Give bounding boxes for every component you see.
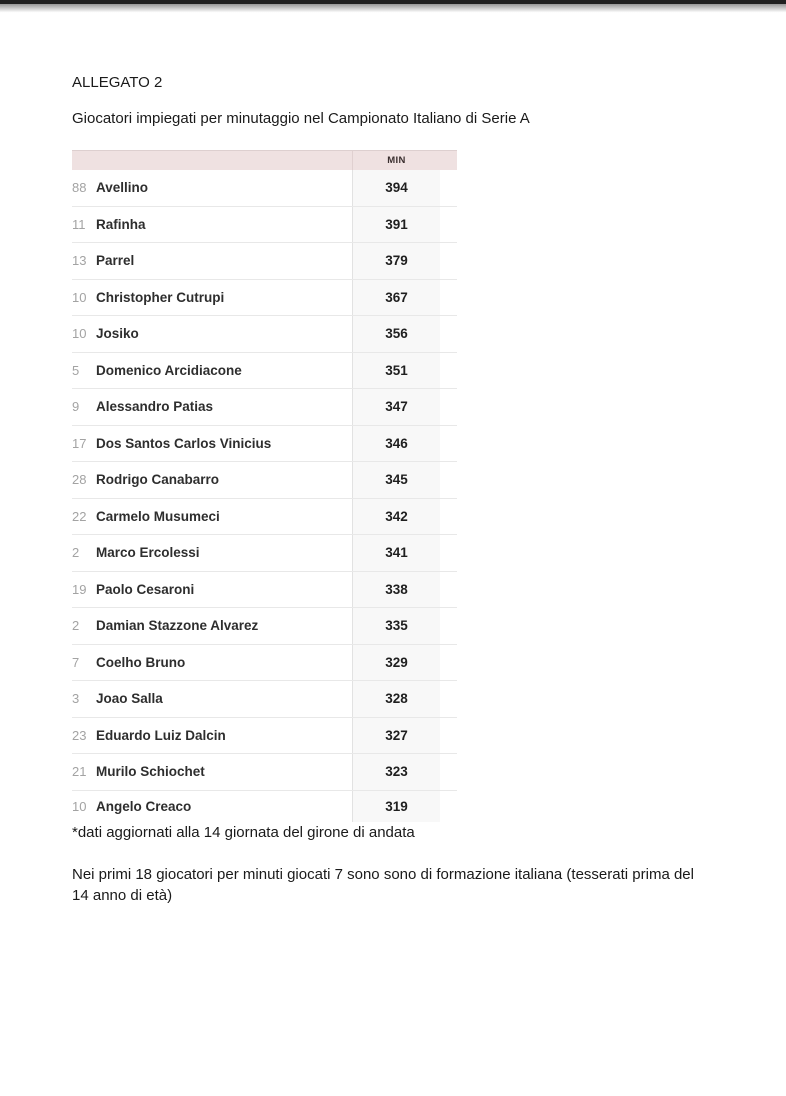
row-spacer (440, 170, 457, 206)
player-minutes: 356 (352, 316, 440, 352)
player-minutes: 347 (352, 389, 440, 425)
table-row (72, 280, 457, 317)
table-row (72, 389, 457, 426)
player-minutes: 338 (352, 572, 440, 608)
table-row (72, 462, 457, 499)
player-name: Paolo Cesaroni (96, 581, 195, 597)
row-spacer (440, 353, 457, 389)
row-spacer (440, 754, 457, 790)
row-spacer (440, 243, 457, 279)
player-column-header (72, 151, 352, 170)
player-cell (72, 791, 352, 822)
row-spacer (440, 645, 457, 681)
player-name: Coelho Bruno (96, 654, 186, 670)
footnote: *dati aggiornati alla 14 giornata del girone di andata (72, 823, 415, 841)
table-body (72, 170, 457, 822)
player-cell (72, 499, 352, 535)
player-cell (72, 170, 352, 206)
document-body (0, 75, 786, 906)
row-spacer (440, 608, 457, 644)
row-spacer (440, 280, 457, 316)
table-row (72, 499, 457, 536)
player-number: 88 (72, 180, 87, 196)
table-row (72, 645, 457, 682)
row-spacer (440, 791, 457, 822)
table-row (72, 681, 457, 718)
table-row (72, 718, 457, 755)
player-minutes: 346 (352, 426, 440, 462)
header-spacer (440, 151, 457, 170)
player-name: Joao Salla (96, 691, 163, 707)
player-name: Dos Santos Carlos Vinicius (96, 435, 272, 451)
player-number: 10 (72, 798, 87, 814)
player-minutes: 323 (352, 754, 440, 790)
player-number: 9 (72, 399, 80, 415)
row-spacer (440, 316, 457, 352)
player-name: Rodrigo Canabarro (96, 472, 220, 488)
table-row (72, 791, 457, 822)
player-cell (72, 316, 352, 352)
player-cell (72, 462, 352, 498)
player-cell (72, 389, 352, 425)
row-spacer (440, 462, 457, 498)
player-number: 22 (72, 508, 87, 524)
player-cell (72, 754, 352, 790)
table-row (72, 207, 457, 244)
player-cell (72, 572, 352, 608)
table-row (72, 353, 457, 390)
player-minutes: 342 (352, 499, 440, 535)
player-minutes: 345 (352, 462, 440, 498)
document-subtitle: Giocatori impiegati per minutaggio nel Campionato Italiano di Serie A (72, 110, 530, 127)
player-name: Alessandro Patias (96, 399, 214, 415)
player-minutes: 394 (352, 170, 440, 206)
table-row (72, 316, 457, 353)
table-row (72, 535, 457, 572)
player-name: Rafinha (96, 216, 146, 232)
player-name: Marco Ercolessi (96, 545, 200, 561)
player-number: 7 (72, 654, 80, 670)
player-minutes: 341 (352, 535, 440, 571)
player-minutes: 319 (352, 791, 440, 822)
player-name: Carmelo Musumeci (96, 508, 220, 524)
player-name: Josiko (96, 326, 139, 342)
table-row (72, 608, 457, 645)
row-spacer (440, 499, 457, 535)
player-number: 3 (72, 691, 80, 707)
table-header-row (72, 150, 457, 170)
player-number: 17 (72, 435, 87, 451)
player-minutes: 328 (352, 681, 440, 717)
player-name: Christopher Cutrupi (96, 289, 225, 305)
row-spacer (440, 535, 457, 571)
player-cell (72, 207, 352, 243)
player-cell (72, 353, 352, 389)
player-cell (72, 243, 352, 279)
table-row (72, 572, 457, 609)
table-row (72, 243, 457, 280)
player-minutes: 335 (352, 608, 440, 644)
table-row (72, 426, 457, 463)
player-number: 10 (72, 289, 87, 305)
player-cell (72, 645, 352, 681)
player-minutes: 329 (352, 645, 440, 681)
table-row (72, 170, 457, 207)
min-column-header: MIN (352, 151, 440, 170)
player-minutes: 351 (352, 353, 440, 389)
player-number: 21 (72, 764, 87, 780)
player-number: 2 (72, 545, 80, 561)
player-cell (72, 681, 352, 717)
player-cell (72, 608, 352, 644)
player-cell (72, 280, 352, 316)
row-spacer (440, 389, 457, 425)
player-number: 10 (72, 326, 87, 342)
player-name: Murilo Schiochet (96, 764, 205, 780)
player-number: 5 (72, 362, 80, 378)
player-name: Avellino (96, 180, 149, 196)
player-cell (72, 718, 352, 754)
player-name: Angelo Creaco (96, 798, 192, 814)
player-name: Domenico Arcidiacone (96, 362, 242, 378)
player-minutes: 391 (352, 207, 440, 243)
player-number: 23 (72, 727, 87, 743)
player-minutes: 367 (352, 280, 440, 316)
player-number: 11 (72, 216, 86, 232)
row-spacer (440, 572, 457, 608)
table-row (72, 754, 457, 791)
minutes-table (72, 150, 457, 822)
row-spacer (440, 207, 457, 243)
player-cell (72, 426, 352, 462)
player-minutes: 327 (352, 718, 440, 754)
player-minutes: 379 (352, 243, 440, 279)
document-title: ALLEGATO 2 (72, 74, 163, 91)
player-number: 28 (72, 472, 87, 488)
row-spacer (440, 681, 457, 717)
player-number: 19 (72, 581, 87, 597)
window-edge-shadow (0, 4, 786, 14)
summary-paragraph: Nei primi 18 giocatori per minuti giocati 7 sono sono di formazione italiana (tesserati prima del 14 anno di età) (72, 865, 694, 904)
row-spacer (440, 426, 457, 462)
player-number: 13 (72, 253, 87, 269)
row-spacer (440, 718, 457, 754)
player-cell (72, 535, 352, 571)
player-number: 2 (72, 618, 80, 634)
player-name: Damian Stazzone Alvarez (96, 618, 259, 634)
player-name: Parrel (96, 253, 135, 269)
player-name: Eduardo Luiz Dalcin (96, 727, 226, 743)
